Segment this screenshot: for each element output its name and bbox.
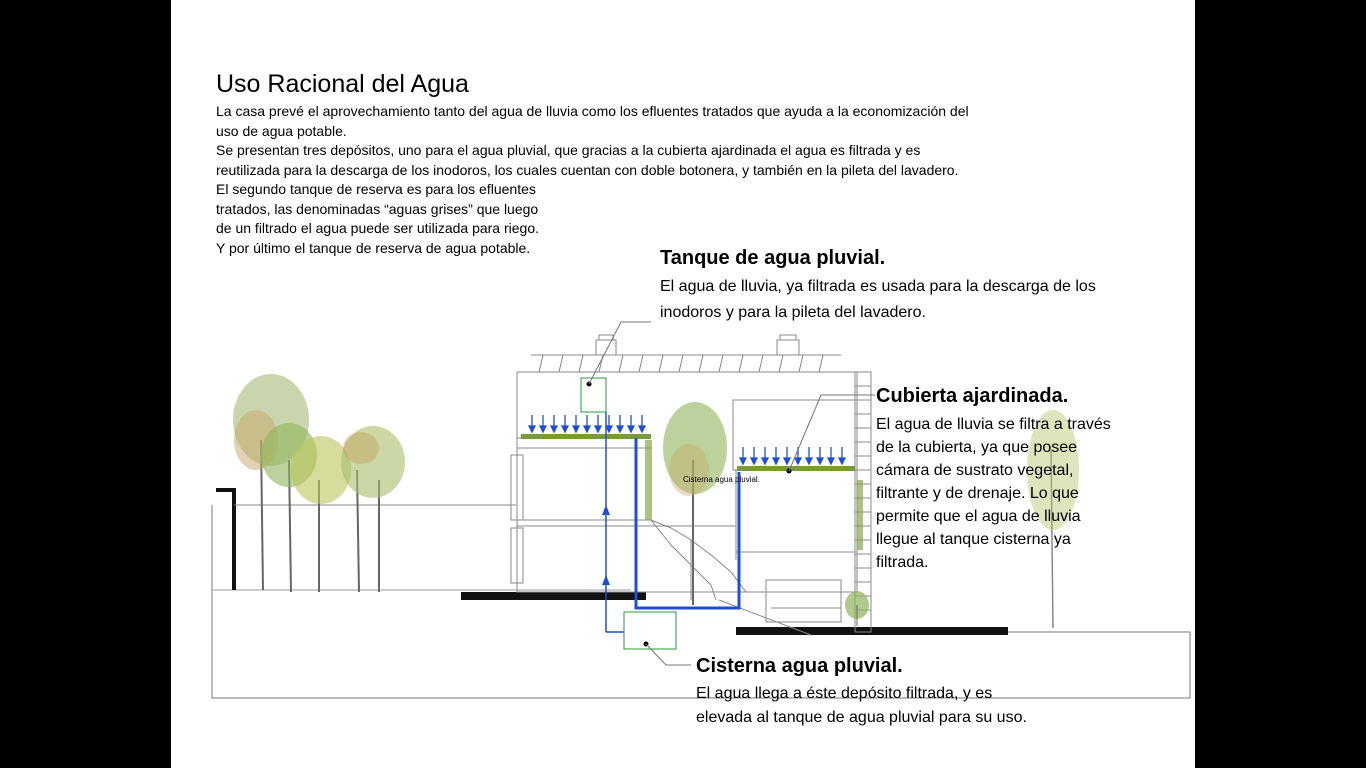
green-roof — [521, 434, 651, 439]
tanque-text-line: inodoros y para la pileta del lavadero. — [660, 304, 926, 321]
cisterna-text-line: El agua llega a éste depósito filtrada, y es — [696, 685, 993, 702]
trees-left — [233, 374, 405, 592]
green-wall — [645, 440, 652, 520]
intro-line: de un filtrado el agua puede ser utilizada para riego. — [216, 220, 539, 236]
cubierta-text-line: cámara de sustrato vegetal, — [876, 462, 1074, 479]
cubierta-text-line: de la cubierta, ya que posee — [876, 439, 1078, 456]
foundation-slab — [461, 592, 646, 600]
slide — [171, 0, 1195, 768]
tanque-text-line: El agua de lluvia, ya filtrada es usada para la descarga de los — [660, 278, 1096, 295]
rainwater-tank — [581, 378, 606, 412]
cubierta-text-line: El agua de lluvia se filtra a través — [876, 416, 1111, 433]
intro-line: Se presentan tres depósitos, uno para el agua pluvial, que gracias a la cubierta ajardinada el agua es filtrada y es — [216, 142, 921, 158]
intro-line: reutilizada para la descarga de los inodoros, los cuales cuentan con doble botonera, y también en la pileta del lavadero. — [216, 161, 959, 178]
cubierta-text-line: filtrada. — [876, 554, 929, 571]
intro-line: La casa prevé el aprovechamiento tanto del agua de lluvia como los efluentes tratados que ayuda a la economización del — [216, 103, 969, 119]
boundary-wall — [216, 490, 234, 590]
cubierta-text-line: permite que el agua de lluvia — [876, 508, 1081, 525]
green-wall — [857, 480, 863, 550]
cisterna-heading: Cisterna agua pluvial. — [696, 655, 903, 677]
intro-line: Y por último el tanque de reserva de agua potable. — [216, 239, 531, 256]
cubierta-text-line: llegue al tanque cisterna ya — [876, 531, 1071, 548]
cubierta-heading: Cubierta ajardinada. — [876, 385, 1069, 407]
pergola — [531, 335, 841, 372]
tree-center — [663, 402, 727, 605]
intro-line: El segundo tanque de reserva es para los efluentes — [216, 181, 536, 197]
drawing-inner-label: Cisterna agua pluvial. — [683, 475, 760, 484]
green-roof — [737, 466, 855, 471]
shrub — [845, 591, 869, 626]
foundation-slab — [736, 627, 1008, 635]
intro-line: uso de agua potable. — [216, 122, 347, 139]
cistern-tank — [624, 612, 676, 649]
intro-line: tratados, las denominadas “aguas grises” que luego — [216, 200, 539, 217]
leader-line — [589, 322, 651, 384]
tanque-heading: Tanque de agua pluvial. — [660, 247, 886, 269]
cubierta-text-line: filtrante y de drenaje. Lo que — [876, 485, 1079, 502]
page-title: Uso Racional del Agua — [216, 70, 469, 98]
cisterna-text-line: elevada al tanque de agua pluvial para su uso. — [696, 709, 1027, 726]
